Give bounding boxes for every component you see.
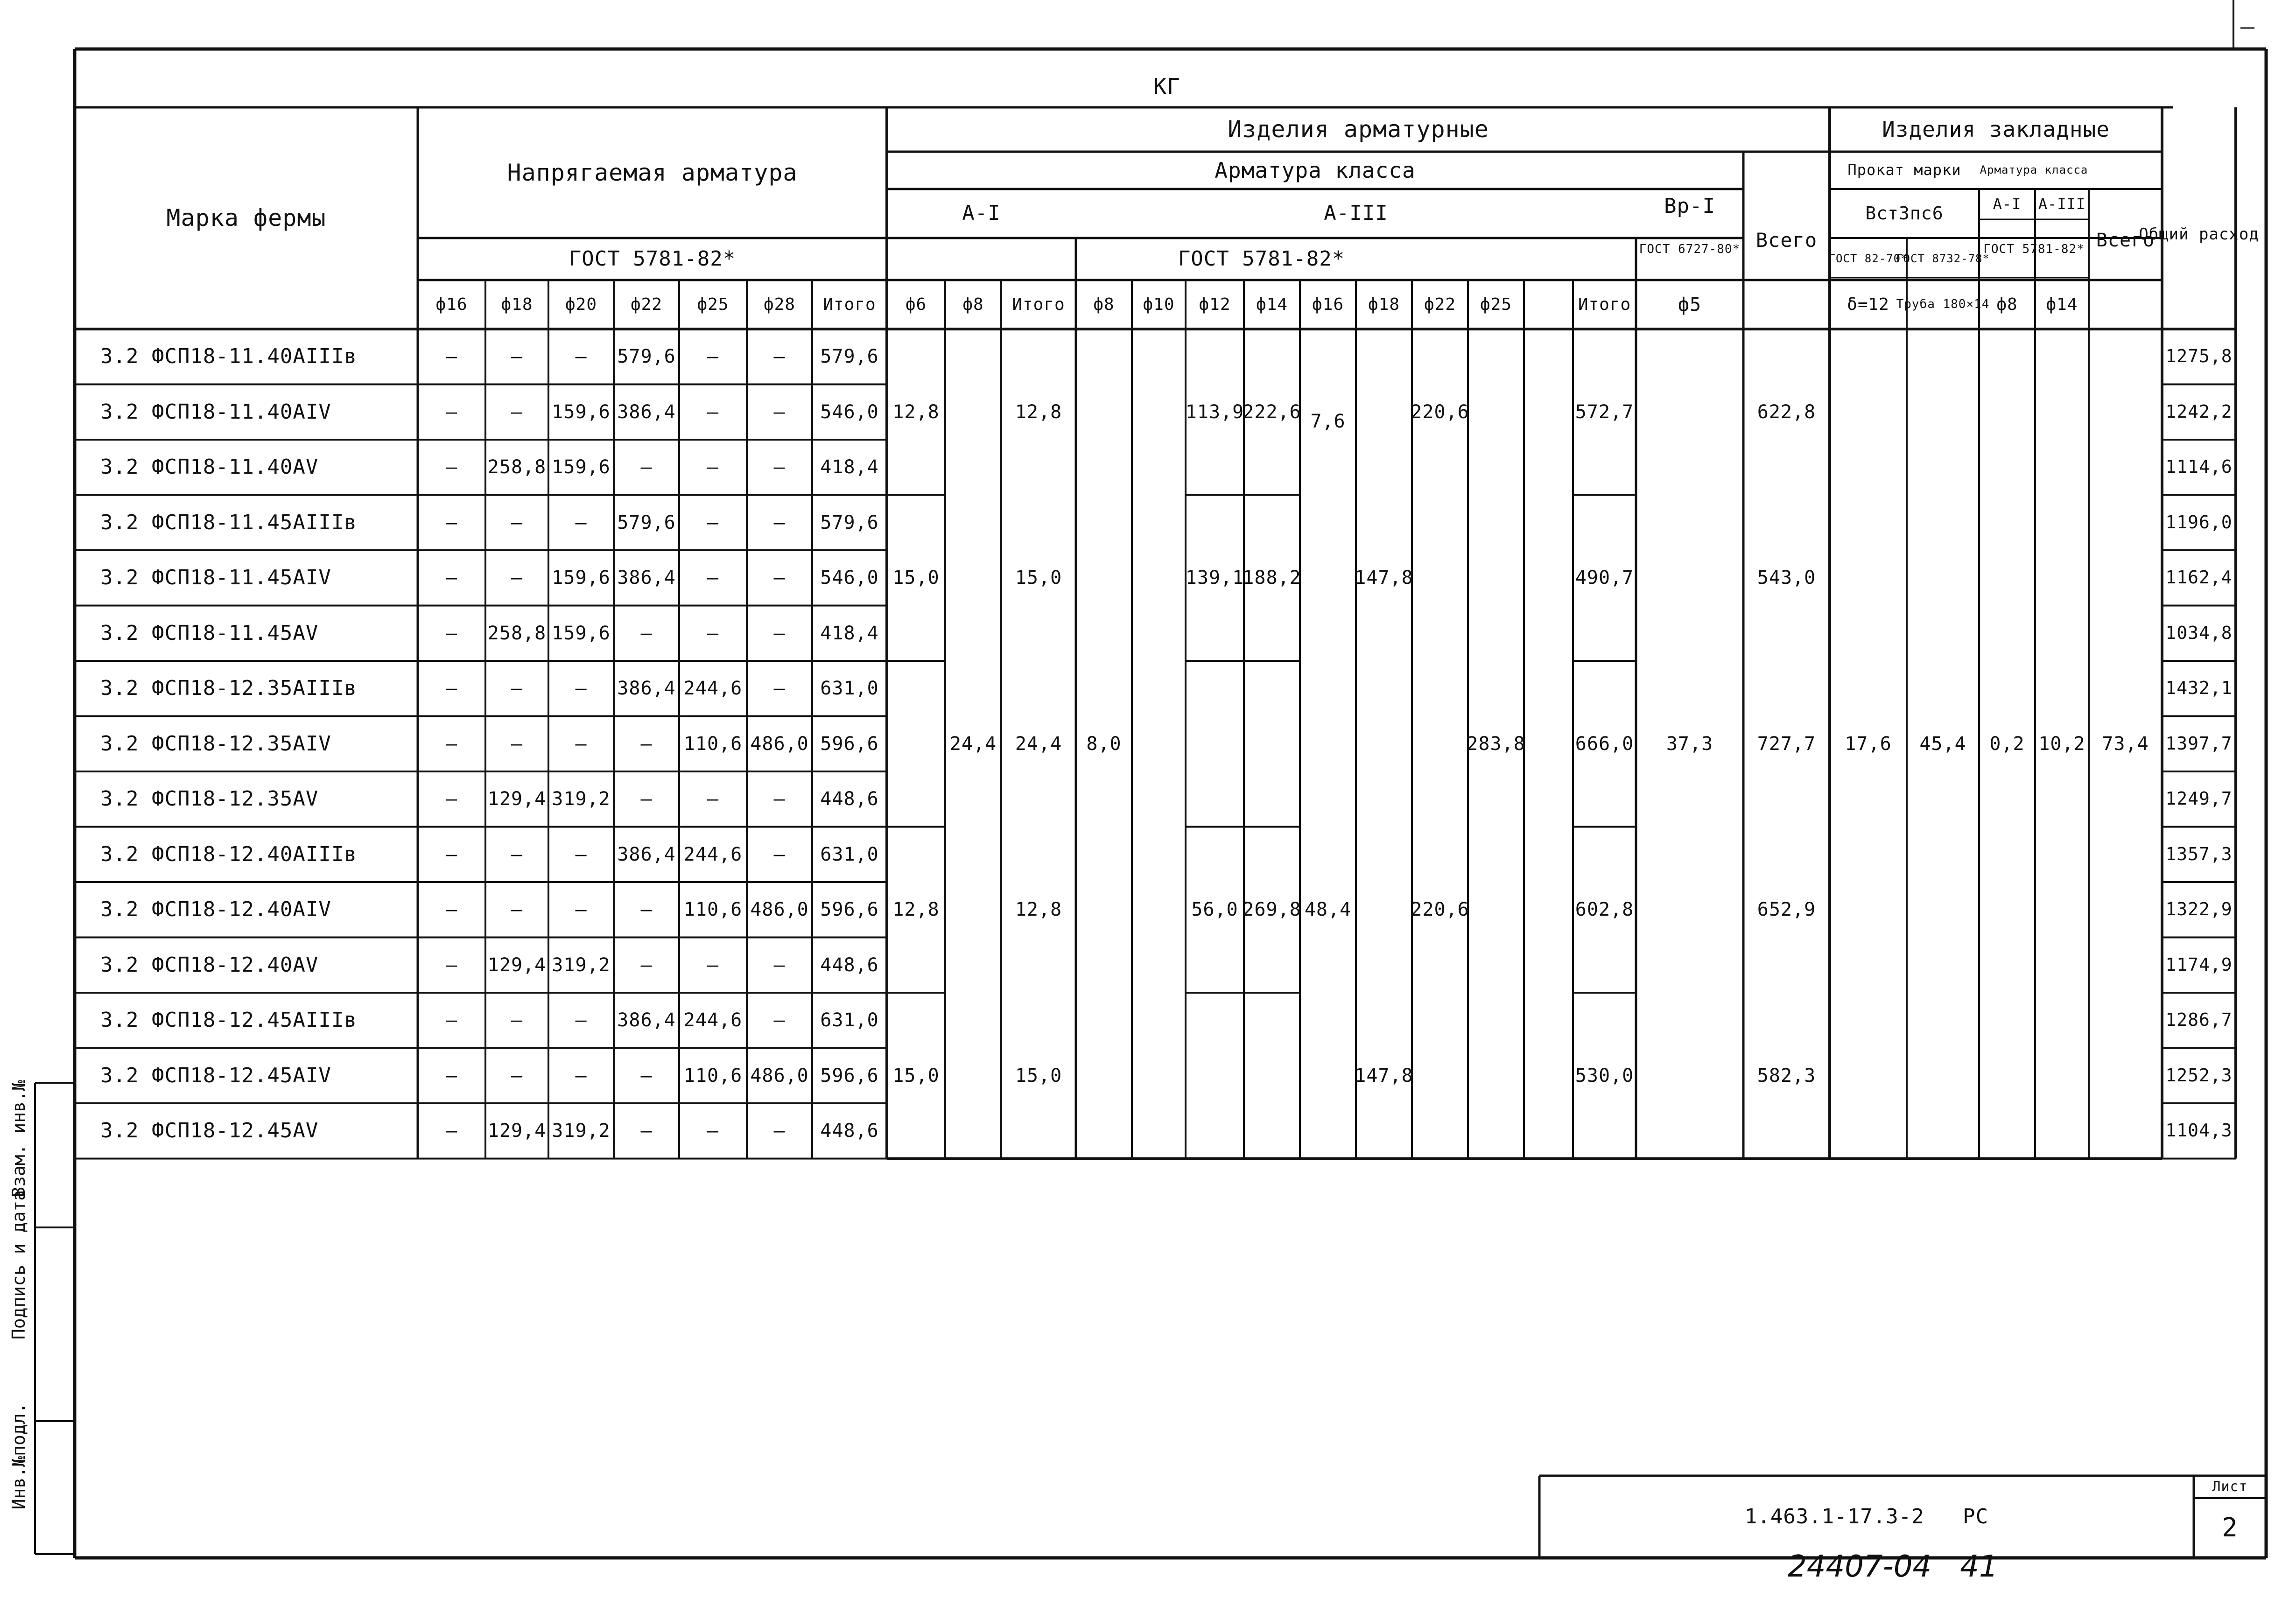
row-prestressed-cell: — — [773, 678, 786, 700]
row-prestressed-cell: — — [445, 843, 458, 865]
group-all_total: 622,8 — [1757, 401, 1816, 423]
header-mark: Марка фермы — [166, 204, 326, 232]
row-prestressed-cell: — — [773, 456, 786, 478]
const-e-total: 73,4 — [2102, 733, 2149, 755]
row-prestressed-cell: — — [773, 346, 786, 368]
row-mark: 3.2 ФСП18-11.45АIV — [100, 566, 331, 590]
row-prestressed-cell: 386,4 — [617, 567, 676, 589]
row-prestressed-cell: 579,6 — [617, 346, 676, 368]
row-prestressed-cell: — — [640, 1120, 653, 1142]
row-prestressed-cell: — — [707, 346, 719, 368]
row-prestressed-cell: — — [445, 456, 458, 478]
row-prestressed-cell: 258,8 — [487, 622, 547, 644]
row-prestressed-cell: — — [445, 733, 458, 755]
subheader-18 — [1524, 280, 1573, 329]
row-prestressed-cell: 386,4 — [617, 401, 676, 423]
drawing-code: КГ — [1153, 73, 1180, 99]
header-emb-a1: A-I — [1993, 195, 2022, 213]
row-prestressed-cell: — — [575, 512, 587, 533]
row-prestressed-cell: — — [445, 1009, 458, 1031]
row-prestressed-cell: 129,4 — [487, 788, 547, 810]
stamp-document-code: 1.463.1-17.3-2 РС — [1744, 1504, 1989, 1528]
subheader-17: ф25 — [1480, 294, 1512, 314]
row-prestressed-cell: — — [773, 401, 786, 423]
row-prestressed-cell: 579,6 — [617, 512, 676, 533]
row-mark: 3.2 ФСП18-12.40АIIIв — [100, 842, 357, 866]
group-a3_total: 572,7 — [1575, 401, 1634, 423]
header-vst3: Вст3пс6 — [1865, 203, 1944, 224]
group-a1_total: 24,4 — [1015, 733, 1062, 755]
row-prestressed-cell: 418,4 — [820, 456, 879, 478]
row-prestressed-cell: — — [445, 1120, 458, 1142]
header-delta: δ=12 — [1847, 294, 1889, 314]
subheader-4: ф25 — [697, 294, 729, 314]
side-label-replacement: Взам. инв.№ — [8, 1080, 29, 1198]
row-prestressed-cell: — — [707, 1120, 719, 1142]
row-general-total: 1286,7 — [2165, 1009, 2233, 1030]
const-e-f8: 0,2 — [1989, 733, 2025, 755]
row-prestressed-cell: — — [511, 567, 523, 589]
group-a3_total: 602,8 — [1575, 899, 1634, 921]
row-prestressed-cell: — — [445, 1065, 458, 1086]
group-all_total: 543,0 — [1757, 567, 1816, 589]
group-a3_f22: 220,6 — [1411, 899, 1469, 921]
header-gost-6727: ГОСТ 6727-80* — [1639, 242, 1741, 257]
subheader-12: ф12 — [1199, 294, 1231, 314]
row-prestressed-cell: 596,6 — [820, 733, 879, 755]
row-prestressed-cell: 579,6 — [820, 512, 879, 533]
header-emb-a3: A-III — [2038, 195, 2086, 213]
row-prestressed-cell: — — [575, 843, 587, 865]
row-prestressed-cell: — — [445, 401, 458, 423]
group-a3_f12: 56,0 — [1191, 899, 1238, 921]
row-prestressed-cell: — — [773, 788, 786, 810]
const-a3-f8: 8,0 — [1086, 733, 1122, 755]
subheader-16: ф22 — [1424, 294, 1456, 314]
row-prestressed-cell: 258,8 — [487, 456, 547, 478]
row-prestressed-cell: — — [445, 346, 458, 368]
header-arm-class: Арматура класса — [1215, 157, 1416, 183]
header-vr1: Bp-I — [1664, 194, 1715, 218]
row-prestressed-cell: — — [445, 954, 458, 976]
const-e-f14: 10,2 — [2038, 733, 2085, 755]
row-prestressed-cell: — — [511, 733, 523, 755]
row-prestressed-cell: — — [575, 346, 587, 368]
subheader-0: ф16 — [435, 294, 468, 314]
row-prestressed-cell: — — [511, 1009, 523, 1031]
row-prestressed-cell: — — [511, 899, 523, 921]
row-general-total: 1196,0 — [2165, 512, 2233, 533]
row-prestressed-cell: — — [707, 456, 719, 478]
row-prestressed-cell: — — [575, 1009, 587, 1031]
group-a3_f12: 113,9 — [1185, 401, 1244, 423]
row-prestressed-cell: — — [445, 512, 458, 533]
subheader-9: Итого — [1012, 294, 1065, 314]
subheader-2: ф20 — [565, 294, 597, 314]
row-prestressed-cell: — — [640, 899, 653, 921]
const-e-truba: 45,4 — [1919, 733, 1966, 755]
row-mark: 3.2 ФСП18-12.35АIIIв — [100, 676, 357, 701]
stamp-sheet-number: 2 — [2222, 1512, 2238, 1543]
row-prestressed-cell: 596,6 — [820, 1065, 879, 1086]
row-prestressed-cell: — — [773, 1120, 786, 1142]
group-all_total: 652,9 — [1757, 899, 1816, 921]
header-arm-products: Изделия арматурные — [1228, 116, 1489, 143]
row-general-total: 1275,8 — [2165, 346, 2233, 367]
subheader-10: ф8 — [1093, 294, 1115, 314]
row-prestressed-cell: 129,4 — [487, 1120, 547, 1142]
row-prestressed-cell: 159,6 — [552, 567, 611, 589]
side-label-inv-podl: Инв.№подл. — [8, 1402, 29, 1510]
row-general-total: 1034,8 — [2165, 622, 2233, 643]
row-general-total: 1357,3 — [2165, 843, 2233, 864]
header-general: Общий расход — [2139, 224, 2259, 244]
header-emb-total: Всего — [2096, 230, 2155, 251]
row-mark: 3.2 ФСП18-11.40АIIIв — [100, 344, 357, 369]
const-vr1: 37,3 — [1666, 733, 1713, 755]
row-prestressed-cell: 159,6 — [552, 456, 611, 478]
subheader-8: ф8 — [962, 294, 984, 314]
row-mark: 3.2 ФСП18-11.45АV — [100, 621, 319, 645]
row-prestressed-cell: — — [773, 512, 786, 533]
row-prestressed-cell: — — [707, 512, 719, 533]
subheader-11: ф10 — [1143, 294, 1175, 314]
row-prestressed-cell: — — [445, 788, 458, 810]
group-a1_total: 12,8 — [1015, 899, 1062, 921]
row-general-total: 1322,9 — [2165, 899, 2233, 920]
subheader-13: ф14 — [1256, 294, 1288, 314]
subheader-19: Итого — [1578, 294, 1631, 314]
row-general-total: 1162,4 — [2165, 567, 2233, 588]
archive-number: 24407-04 41 — [1788, 1549, 1998, 1584]
row-prestressed-cell: — — [640, 1065, 653, 1086]
row-prestressed-cell: 631,0 — [820, 843, 879, 865]
row-general-total: 1252,3 — [2165, 1065, 2233, 1086]
group-a3_f25: 283,8 — [1467, 733, 1525, 755]
header-gost-small: ГОСТ 5781-82* — [1983, 242, 2085, 257]
group-a1_f6: 15,0 — [892, 1065, 940, 1086]
header-truba: Труба 180×14 — [1896, 297, 1990, 311]
row-prestressed-cell: — — [640, 622, 653, 644]
row-prestressed-cell: — — [575, 899, 587, 921]
row-prestressed-cell: — — [445, 622, 458, 644]
subheader-7: ф6 — [905, 294, 927, 314]
row-general-total: 1174,9 — [2165, 954, 2233, 975]
subheader-5: ф28 — [763, 294, 796, 314]
row-prestressed-cell: — — [640, 954, 653, 976]
row-mark: 3.2 ФСП18-12.45АV — [100, 1119, 319, 1143]
row-prestressed-cell: 244,6 — [683, 1009, 743, 1031]
group-a1_f6: 12,8 — [892, 401, 940, 423]
header-gost-2: ГОСТ 5781-82* — [1178, 246, 1345, 271]
row-mark: 3.2 ФСП18-12.35АIV — [100, 731, 331, 756]
group-a3_f18: 147,8 — [1355, 567, 1413, 589]
row-prestressed-cell: — — [511, 401, 523, 423]
row-prestressed-cell: 319,2 — [552, 954, 611, 976]
row-prestressed-cell: — — [773, 567, 786, 589]
header-a3: A-III — [1324, 201, 1388, 225]
row-prestressed-cell: 159,6 — [552, 401, 611, 423]
row-prestressed-cell: 244,6 — [683, 678, 743, 700]
row-prestressed-cell: 486,0 — [750, 733, 809, 755]
group-a3_f14: 188,2 — [1243, 567, 1301, 589]
row-general-total: 1242,2 — [2165, 401, 2233, 422]
group-a1_total: 15,0 — [1015, 1065, 1062, 1086]
row-prestressed-cell: — — [707, 567, 719, 589]
row-prestressed-cell: 110,6 — [683, 733, 743, 755]
group-a3_f14: 222,6 — [1243, 401, 1301, 423]
row-prestressed-cell: 319,2 — [552, 1120, 611, 1142]
row-prestressed-cell: 486,0 — [750, 1065, 809, 1086]
row-prestressed-cell: 129,4 — [487, 954, 547, 976]
group-a1_f6: 15,0 — [892, 567, 940, 589]
header-gost-8732: ГОСТ 8732-78* — [1896, 252, 1990, 266]
row-mark: 3.2 ФСП18-12.45АIV — [100, 1063, 331, 1087]
row-prestressed-cell: 386,4 — [617, 1009, 676, 1031]
header-gost-8270: ГОСТ 82-70* — [1828, 252, 1908, 266]
subheader-14: ф16 — [1312, 294, 1344, 314]
group-a3_total: 666,0 — [1575, 733, 1634, 755]
row-mark: 3.2 ФСП18-11.40АIV — [100, 400, 331, 424]
row-mark: 3.2 ФСП18-12.35АV — [100, 787, 319, 811]
subheader-1: ф18 — [501, 294, 533, 314]
header-gost: ГОСТ 5781-82* — [569, 246, 736, 271]
header-prestressed: Напрягаемая арматура — [507, 159, 798, 186]
row-mark: 3.2 ФСП18-12.40АIV — [100, 897, 331, 922]
header-phi5: ф5 — [1678, 294, 1702, 315]
row-mark: 3.2 ФСП18-11.40АV — [100, 455, 319, 479]
row-prestressed-cell: — — [773, 1009, 786, 1031]
row-prestressed-cell: 386,4 — [617, 843, 676, 865]
row-mark: 3.2 ФСП18-11.45АIIIв — [100, 510, 357, 534]
row-prestressed-cell: — — [511, 1065, 523, 1086]
header-e-phi8: ф8 — [1996, 294, 2018, 314]
group-a1_f6: 12,8 — [892, 899, 940, 921]
group-a1_total: 12,8 — [1015, 401, 1062, 423]
const-e-delta: 17,6 — [1845, 733, 1892, 755]
row-prestressed-cell: — — [773, 954, 786, 976]
row-prestressed-cell: 386,4 — [617, 678, 676, 700]
row-mark: 3.2 ФСП18-12.40АV — [100, 953, 319, 977]
group-all_total: 582,3 — [1757, 1065, 1816, 1086]
group-a3_total: 490,7 — [1575, 567, 1634, 589]
group-a3_total: 530,0 — [1575, 1065, 1634, 1086]
group-a1_total: 15,0 — [1015, 567, 1062, 589]
row-prestressed-cell: — — [511, 678, 523, 700]
row-mark: 3.2 ФСП18-12.45АIIIв — [100, 1008, 357, 1032]
subheader-6: Итого — [823, 294, 876, 314]
group-all_total: 727,7 — [1757, 733, 1816, 755]
row-prestressed-cell: — — [707, 954, 719, 976]
row-general-total: 1397,7 — [2165, 733, 2233, 754]
subheader-3: ф22 — [630, 294, 663, 314]
header-armatura-small: Арматура класса — [1980, 163, 2088, 177]
header-prokat: Прокат марки — [1847, 161, 1961, 179]
row-prestressed-cell: — — [511, 512, 523, 533]
row-prestressed-cell: 596,6 — [820, 899, 879, 921]
row-prestressed-cell: — — [511, 843, 523, 865]
row-general-total: 1249,7 — [2165, 788, 2233, 809]
row-prestressed-cell: 546,0 — [820, 567, 879, 589]
row-prestressed-cell: 579,6 — [820, 346, 879, 368]
stamp-sheet-label: Лист — [2212, 1479, 2248, 1495]
const-a3-f16: 7,6 — [1310, 410, 1346, 432]
row-prestressed-cell: — — [773, 622, 786, 644]
group-a3_f12: 139,1 — [1185, 567, 1244, 589]
row-prestressed-cell: 110,6 — [683, 899, 743, 921]
header-embedded: Изделия закладные — [1882, 117, 2110, 142]
header-total: Всего — [1755, 228, 1818, 252]
row-prestressed-cell: 486,0 — [750, 899, 809, 921]
row-prestressed-cell: — — [445, 567, 458, 589]
row-prestressed-cell: 159,6 — [552, 622, 611, 644]
row-prestressed-cell: — — [640, 456, 653, 478]
row-prestressed-cell: — — [707, 788, 719, 810]
row-prestressed-cell: — — [445, 678, 458, 700]
row-general-total: 1104,3 — [2165, 1120, 2233, 1141]
row-prestressed-cell: 244,6 — [683, 843, 743, 865]
row-prestressed-cell: — — [707, 401, 719, 423]
row-prestressed-cell: — — [707, 622, 719, 644]
row-prestressed-cell: — — [575, 678, 587, 700]
row-general-total: 1432,1 — [2165, 678, 2233, 699]
row-prestressed-cell: 319,2 — [552, 788, 611, 810]
group-a3_f22: 220,6 — [1411, 401, 1469, 423]
group-a3_f14: 269,8 — [1243, 899, 1301, 921]
row-prestressed-cell: 631,0 — [820, 678, 879, 700]
row-prestressed-cell: — — [575, 1065, 587, 1086]
row-prestressed-cell: — — [575, 733, 587, 755]
row-prestressed-cell: — — [640, 788, 653, 810]
row-prestressed-cell: 418,4 — [820, 622, 879, 644]
group-a3_f16: 48,4 — [1304, 899, 1352, 921]
group-a1_f8: 24,4 — [949, 733, 997, 755]
header-a1: A-I — [962, 201, 1001, 225]
row-prestressed-cell: 448,6 — [820, 954, 879, 976]
row-prestressed-cell: — — [445, 899, 458, 921]
row-prestressed-cell: 448,6 — [820, 1120, 879, 1142]
row-prestressed-cell: 110,6 — [683, 1065, 743, 1086]
row-general-total: 1114,6 — [2165, 456, 2233, 477]
row-prestressed-cell: 546,0 — [820, 401, 879, 423]
group-a3_f18: 147,8 — [1355, 1065, 1413, 1086]
row-prestressed-cell: — — [773, 843, 786, 865]
row-prestressed-cell: 448,6 — [820, 788, 879, 810]
header-e-phi14: ф14 — [2046, 294, 2078, 314]
side-label-signature-date: Подпись и дата — [8, 1190, 29, 1340]
row-prestressed-cell: — — [511, 346, 523, 368]
subheader-15: ф18 — [1368, 294, 1400, 314]
row-prestressed-cell: 631,0 — [820, 1009, 879, 1031]
row-prestressed-cell: — — [640, 733, 653, 755]
